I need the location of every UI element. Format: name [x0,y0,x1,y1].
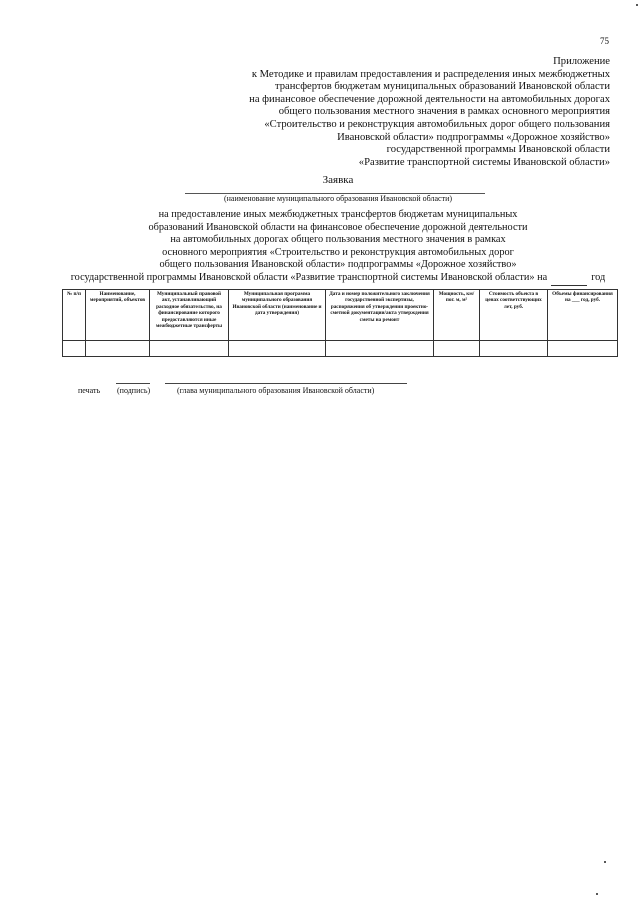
table-cell [434,341,480,357]
purpose-last-line-text: государственной программы Ивановской области «Развитие транспортной системы Ивановской области» на [70,271,548,283]
head-label: (глава муниципального образования Ивановской области) [177,386,375,395]
appendix-line: к Методике и правилам предоставления и распределения иных межбюджетных [251,68,610,80]
table-header-row [63,290,618,341]
purpose-last-line [0,272,640,286]
table-cell [229,341,326,357]
document-title: Заявка [322,174,354,186]
head-name-line [165,383,407,384]
signature-label: (подпись) [117,386,151,395]
table-header-cell: Мощность, км/пог. м, м² [434,290,480,341]
scan-speck [636,4,638,6]
table-header-cell: Объемы финансирования на ___ год, руб. [548,290,618,341]
appendix-line: государственной программы Ивановской области [386,144,610,156]
purpose-line: образований Ивановской области на финансовое обеспечение дорожной деятельности [148,221,528,233]
purpose-line: на предоставление иных межбюджетных трансфертов бюджетам муниципальных [158,209,518,220]
year-word: год [591,271,606,283]
year-blank-line [551,272,587,286]
signature-line [116,383,150,384]
purpose-text [0,209,640,286]
appendix-line: Ивановской области» подпрограммы «Дорожное хозяйство» [337,131,610,143]
table-header-cell: Дата и номер положительного заключения государственной экспертизы, распоряжения об утверждении проектно-сметной документации/акта утверждения сметы на ремонт [326,290,434,341]
request-table [62,289,618,357]
scan-speck [596,893,598,895]
table-header-cell: Наименование, мероприятий, объектов [86,290,150,341]
signature-block [0,383,640,403]
table-cell [326,341,434,357]
appendix-header [190,56,610,169]
table-cell [548,341,618,357]
table-cell [86,341,150,357]
appendix-line: общего пользования местного значения в рамках основного мероприятия [278,106,610,118]
appendix-line: «Строительство и реконструкция автомобильных дорог общего пользования [264,118,610,130]
table-row [63,341,618,357]
table-header-cell: Муниципальная программа муниципального образования Ивановской области (наименование и дата утверждения) [229,290,326,341]
appendix-line: трансфертов бюджетам муниципальных образований Ивановской области [274,81,610,93]
print-label: печать [78,386,101,395]
appendix-line: на финансовое обеспечение дорожной деятельности на автомобильных дорогах [249,93,610,105]
scan-speck [604,861,606,863]
purpose-line: на автомобильных дорогах общего пользования местного значения в рамках [170,234,506,246]
table-cell [63,341,86,357]
table-cell [150,341,229,357]
purpose-line: общего пользования Ивановской области» подпрограммы «Дорожное хозяйство» [159,259,517,271]
table-cell [480,341,548,357]
page-number: 75 [600,36,609,46]
table-header-cell: Стоимость объекта в ценах соответствующих лет, руб. [480,290,548,341]
purpose-line: основного мероприятия «Строительство и реконструкция автомобильных дорог [162,246,514,258]
municipality-caption: (наименование муниципального образования Ивановской области) [223,194,453,203]
appendix-line: «Развитие транспортной системы Ивановской области» [358,156,610,168]
table-header-cell: № п/п [63,290,86,341]
table-header-cell: Муниципальный правовой акт, устанавливающий расходное обязательство, на финансирование которого предоставляются иные межбюджетные трансферты [150,290,229,341]
appendix-line: Приложение [553,56,610,67]
